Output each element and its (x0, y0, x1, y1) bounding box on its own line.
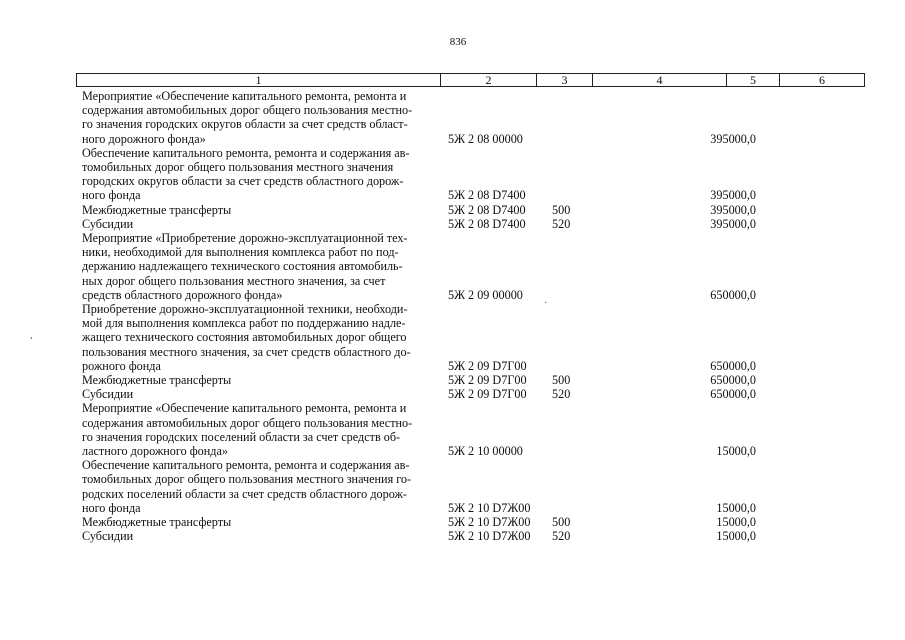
description-line: Мероприятие «Обеспечение капитального ремонта, ремонта и (82, 89, 407, 103)
description-line: ники, необходимой для выполнения комплекса работ по под- (82, 245, 399, 260)
row-code: 5Ж 2 10 D7Ж00 (448, 529, 531, 544)
row-category: 520 (552, 529, 571, 544)
row-code: 5Ж 2 08 00000 (448, 131, 523, 146)
row-code: 5Ж 2 10 D7Ж00 (448, 500, 531, 515)
scan-speck: · (544, 298, 548, 309)
row-amount: 15000,0 (716, 500, 756, 515)
description-line: родских поселений области за счет средств областного дорож- (82, 486, 407, 501)
table-header (76, 73, 865, 87)
row-amount: 650000,0 (710, 287, 756, 302)
row-code: 5Ж 2 09 D7Г00 (448, 373, 527, 388)
row-description (82, 231, 438, 302)
row-code: 5Ж 2 09 D7Г00 (448, 358, 527, 373)
row-amount: 395000,0 (710, 131, 756, 146)
header-col-2: 2 (441, 74, 537, 86)
scan-speck: , (30, 330, 33, 341)
row-description (82, 515, 438, 529)
header-col-5: 5 (727, 74, 780, 86)
row-description (82, 217, 438, 231)
row-amount: 395000,0 (710, 188, 756, 203)
row-description (82, 529, 438, 543)
description-line: рожного фонда (82, 358, 161, 373)
row-amount: 15000,0 (716, 529, 756, 544)
description-line: Межбюджетные трансферты (82, 202, 232, 217)
description-line: ного дорожного фонда» (82, 131, 206, 146)
description-line: ного фонда (82, 188, 141, 203)
row-category: 500 (552, 515, 571, 530)
row-description (82, 89, 438, 146)
description-line: ных дорог общего пользования местного значения, за счет (82, 273, 386, 288)
row-code: 5Ж 2 08 D7400 (448, 202, 526, 217)
description-line: ного фонда (82, 500, 141, 515)
row-description (82, 401, 438, 458)
row-code: 5Ж 2 09 D7Г00 (448, 387, 527, 402)
row-code: 5Ж 2 10 D7Ж00 (448, 515, 531, 530)
table-row (82, 302, 862, 373)
description-line: содержания автомобильных дорог общего пользования местно- (82, 103, 413, 118)
description-line: Субсидии (82, 387, 134, 402)
table-row (82, 146, 862, 203)
table-row (82, 458, 862, 515)
row-category: 500 (552, 202, 571, 217)
description-line: Межбюджетные трансферты (82, 373, 232, 388)
table-row (82, 89, 862, 146)
description-line: томобильных дорог общего пользования местного значения го- (82, 472, 412, 487)
description-line: содержания автомобильных дорог общего пользования местно- (82, 415, 413, 430)
row-amount: 650000,0 (710, 387, 756, 402)
row-amount: 395000,0 (710, 216, 756, 231)
description-line: мой для выполнения комплекса работ по поддержанию надле- (82, 316, 406, 331)
description-line: средств областного дорожного фонда» (82, 287, 283, 302)
description-line: держанию надлежащего технического состояния автомобиль- (82, 259, 403, 274)
header-col-6: 6 (819, 73, 825, 87)
description-line: Обеспечение капитального ремонта, ремонта и содержания ав- (82, 145, 410, 160)
description-line: го значения городских поселений области за счет средств об- (82, 429, 401, 444)
table-row (82, 401, 862, 458)
row-amount: 395000,0 (710, 202, 756, 217)
row-description (82, 458, 438, 515)
description-line: Межбюджетные трансферты (82, 515, 232, 530)
row-code: 5Ж 2 10 00000 (448, 444, 523, 459)
row-category: 520 (552, 387, 571, 402)
description-line: ластного дорожного фонда» (82, 444, 228, 459)
description-line: городских округов области за счет средств областного дорож- (82, 174, 404, 189)
row-code: 5Ж 2 08 D7400 (448, 216, 526, 231)
table-row (82, 217, 862, 231)
description-line: томобильных дорог общего пользования местного значения (82, 160, 394, 175)
header-col-4: 4 (593, 74, 727, 86)
row-category: 500 (552, 373, 571, 388)
description-line: Субсидии (82, 529, 134, 544)
page-number: 836 (449, 36, 467, 48)
row-description (82, 146, 438, 203)
description-line: Обеспечение капитального ремонта, ремонта и содержания ав- (82, 458, 410, 473)
description-line: пользования местного значения, за счет средств областного до- (82, 344, 411, 359)
row-code: 5Ж 2 08 D7400 (448, 188, 526, 203)
row-code: 5Ж 2 09 00000 (448, 287, 523, 302)
description-line: Мероприятие «Приобретение дорожно-эксплуатационной тех- (82, 231, 408, 246)
header-col-3: 3 (537, 74, 593, 86)
row-description (82, 373, 438, 387)
header-col-1: 1 (77, 74, 441, 86)
row-amount: 650000,0 (710, 358, 756, 373)
description-line: Мероприятие «Обеспечение капитального ремонта, ремонта и (82, 401, 407, 416)
row-amount: 15000,0 (716, 444, 756, 459)
row-description (82, 302, 438, 373)
table-body (82, 89, 862, 544)
description-line: го значения городских округов области за счет средств област- (82, 117, 408, 132)
table-row (82, 203, 862, 217)
description-line: жащего технического состояния автомобильных дорог общего (82, 330, 407, 345)
row-category: 520 (552, 216, 571, 231)
table-row (82, 387, 862, 401)
table-row (82, 515, 862, 529)
description-line: Приобретение дорожно-эксплуатационной техники, необходи- (82, 302, 408, 317)
row-description (82, 203, 438, 217)
row-amount: 15000,0 (716, 515, 756, 530)
table-row (82, 373, 862, 387)
table-row (82, 529, 862, 543)
row-description (82, 387, 438, 401)
description-line: Субсидии (82, 216, 134, 231)
table-row (82, 231, 862, 302)
row-amount: 650000,0 (710, 373, 756, 388)
